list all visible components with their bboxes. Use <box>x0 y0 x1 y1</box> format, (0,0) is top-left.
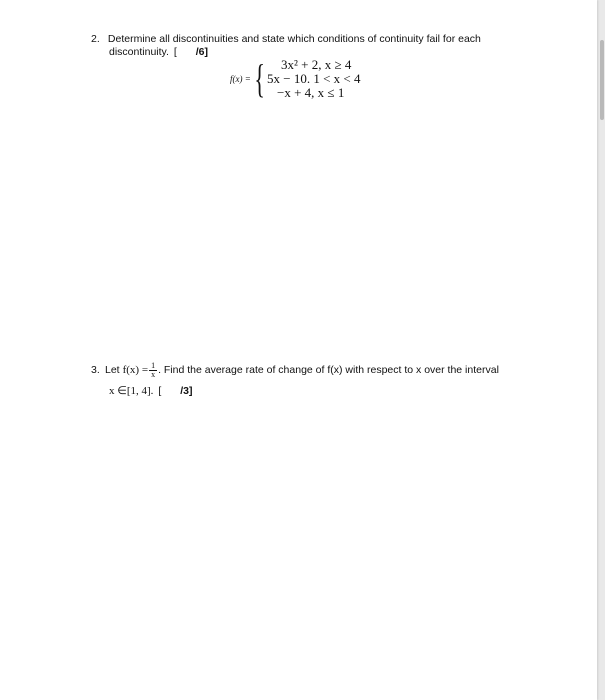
piecewise-function <box>230 58 361 100</box>
fraction-numerator: 1 <box>151 361 156 370</box>
question-text: . Find the average rate of change of f(x) with respect to x over the interval <box>158 364 499 376</box>
question-3 <box>91 362 551 398</box>
function-label: f(x) = <box>230 74 251 84</box>
question-text-continued: discontinuity. <box>109 46 169 58</box>
question-lead: Let <box>105 364 120 376</box>
fraction-denominator: x <box>151 370 156 379</box>
marks-bracket: [ <box>158 385 162 397</box>
left-brace: { <box>254 56 265 101</box>
question-text: Determine all discontinuities and state which conditions of continuity fail for each <box>107 33 481 45</box>
scrollbar-thumb[interactable] <box>600 40 604 120</box>
function-expression: f(x) = <box>122 364 149 376</box>
question-2 <box>91 33 511 59</box>
interval-expression: x ∈[1, 4]. <box>109 385 154 397</box>
case-3: −x + 4, x ≤ 1 <box>277 85 345 100</box>
question-number: 3. <box>91 364 100 376</box>
marks-label: /3] <box>180 385 193 397</box>
marks-label: /6] <box>195 46 208 58</box>
fraction <box>149 362 157 379</box>
question-number: 2. <box>91 33 100 45</box>
case-2: 5x − 10. 1 < x < 4 <box>267 71 361 86</box>
marks-bracket: [ <box>173 46 177 58</box>
function-cases <box>267 58 361 100</box>
case-1: 3x² + 2, x ≥ 4 <box>281 57 352 72</box>
